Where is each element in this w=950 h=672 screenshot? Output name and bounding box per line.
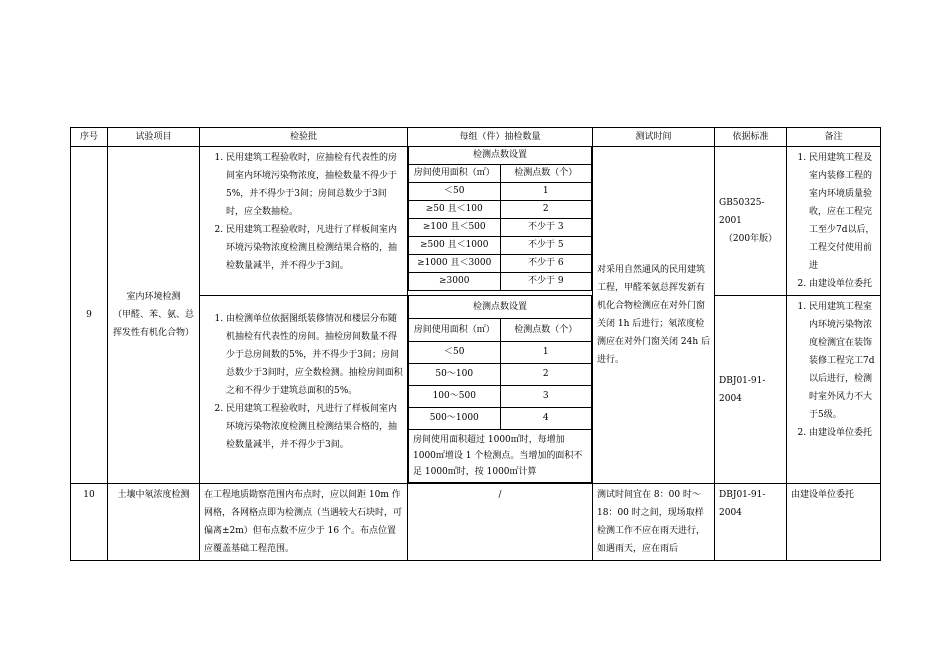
table-cell: 500～1000 — [409, 408, 501, 430]
table-cell: ＜50 — [409, 342, 501, 364]
row10-sample: / — [408, 484, 593, 561]
header-item: 试验项目 — [108, 128, 200, 147]
header-row — [71, 128, 881, 147]
table-cell: 4 — [500, 408, 592, 430]
row9-remarks-a — [787, 147, 881, 296]
header-sample-qty: 每组（件）抽检数量 — [408, 128, 593, 147]
row9-no: 9 — [71, 147, 108, 484]
table-cell: 不少于 3 — [500, 219, 592, 237]
row9-item-title: 室内环境检测 — [126, 292, 181, 302]
table-cell: ≥1000 且＜3000 — [409, 255, 501, 273]
points-table-b-col2: 检测点数（个） — [500, 319, 592, 342]
points-table-b-title: 检测点数设置 — [409, 296, 592, 319]
row9-remarks-b — [787, 296, 881, 484]
row10-standard: DBJ01-91-2004 — [715, 484, 787, 561]
table-cell: 1 — [500, 183, 592, 201]
row9-batch-b-item-2: 2. 民用建筑工程验收时，凡进行了样板间室内环境污染物浓度检测且检测结果合格的，抽检数量减半，并不得少于3间。 — [226, 400, 403, 454]
header-no: 序号 — [71, 128, 108, 147]
row9-standard-b: DBJ01-91-2004 — [715, 296, 787, 484]
row9-remarks-b-item-1: 1. 民用建筑工程室内环境污染物浓度检测宜在装饰装修工程完工7d以后进行，检测时室外风力不大于5级。 — [809, 298, 876, 424]
row9-remarks-a-item-1: 1. 民用建筑工程及室内装修工程的室内环境质量验收，应在工程完工至少7d以后，工程交付使用前进 — [809, 149, 876, 275]
table-cell: 3 — [500, 386, 592, 408]
points-table-b-note: 房间使用面积超过 1000㎡时，每增加 1000㎡增设 1 个检测点。当增加的面积不足 1000㎡时，按 1000㎡计算 — [409, 430, 592, 483]
table-cell: 100～500 — [409, 386, 501, 408]
row9-standard-a-version: （200年版） — [723, 234, 778, 244]
inspection-table — [70, 127, 881, 561]
row9-batch-a-item-2: 2. 民用建筑工程验收时，凡进行了样板间室内环境污染物浓度检测且检测结果合格的，抽检数量减半，并不得少于3间。 — [226, 221, 403, 275]
row9-sample-a — [408, 147, 593, 296]
row9-batch-a-item-1: 1. 民用建筑工程验收时，应抽检有代表性的房间室内环境污染物浓度，抽检数量不得少于5%，并不得少于3间；房间总数少于3间时，应全数抽检。 — [226, 149, 403, 221]
points-table-a-col2: 检测点数（个） — [500, 165, 592, 183]
table-cell: 不少于 5 — [500, 237, 592, 255]
row9-batch-b — [200, 296, 408, 484]
table-cell: ≥50 且＜100 — [409, 201, 501, 219]
row10-test-time: 测试时间宜在 8：00 时～18：00 时之间，现场取样检测工作不应在雨天进行，如遇雨天，应在雨后 — [593, 484, 715, 561]
table-cell: 2 — [500, 201, 592, 219]
table-cell: 2 — [500, 364, 592, 386]
header-remarks: 备注 — [787, 128, 881, 147]
table-cell: ≥500 且＜1000 — [409, 237, 501, 255]
row10-item: 土壤中氡浓度检测 — [108, 484, 200, 561]
points-table-a — [408, 147, 592, 291]
row9-batch-b-item-1: 1. 由检测单位依据图纸装修情况和楼层分布随机抽检有代表性的房间。抽检房间数量不得少于总房间数的5%，并不得少于3间；房间总数少于3间时，应全数检测。抽检房间面积之和不得少于建筑总面积的5%。 — [226, 310, 403, 400]
row10-remarks: 由建设单位委托 — [787, 484, 881, 561]
row9-remarks-b-item-2: 2. 由建设单位委托 — [809, 424, 876, 442]
header-test-time: 测试时间 — [593, 128, 715, 147]
points-table-b-col1: 房间使用面积（㎡） — [409, 319, 501, 342]
table-cell: ≥100 且＜500 — [409, 219, 501, 237]
row9-item-subtitle: （甲醛、苯、氨、总挥发性有机化合物） — [112, 310, 194, 338]
row9-sample-b — [408, 296, 593, 484]
row10-batch: 在工程地质勘察范围内布点时，应以间距 10m 作网格，各网格点即为检测点（当遇较大石块时，可偏离±2m）但布点数不应少于 16 个。布点位置应覆盖基础工程范围。 — [200, 484, 408, 561]
row9-standard-a — [715, 147, 787, 296]
row9-batch-a — [200, 147, 408, 296]
table-cell: 50～100 — [409, 364, 501, 386]
row-9a — [71, 147, 881, 296]
row9-remarks-a-item-2: 2. 由建设单位委托 — [809, 275, 876, 293]
points-table-a-col1: 房间使用面积（㎡） — [409, 165, 501, 183]
points-table-b — [408, 296, 592, 483]
table-cell: 不少于 9 — [500, 273, 592, 291]
row9-test-time: 对采用自然通风的民用建筑工程，甲醛苯氨总挥发新有机化合物检测应在对外门窗关闭 1h 后进行；氡浓度检测应在对外门窗关闭 24h 后进行。 — [593, 147, 715, 484]
points-table-a-title: 检测点数设置 — [409, 147, 592, 165]
row10-no: 10 — [71, 484, 108, 561]
row9-item — [108, 147, 200, 484]
table-cell: 1 — [500, 342, 592, 364]
header-batch: 检验批 — [200, 128, 408, 147]
row-10 — [71, 484, 881, 561]
table-cell: 不少于 6 — [500, 255, 592, 273]
row9-standard-a-code: GB50325-2001 — [719, 198, 765, 226]
table-cell: ＜50 — [409, 183, 501, 201]
table-cell: ≥3000 — [409, 273, 501, 291]
header-standard: 依据标准 — [715, 128, 787, 147]
